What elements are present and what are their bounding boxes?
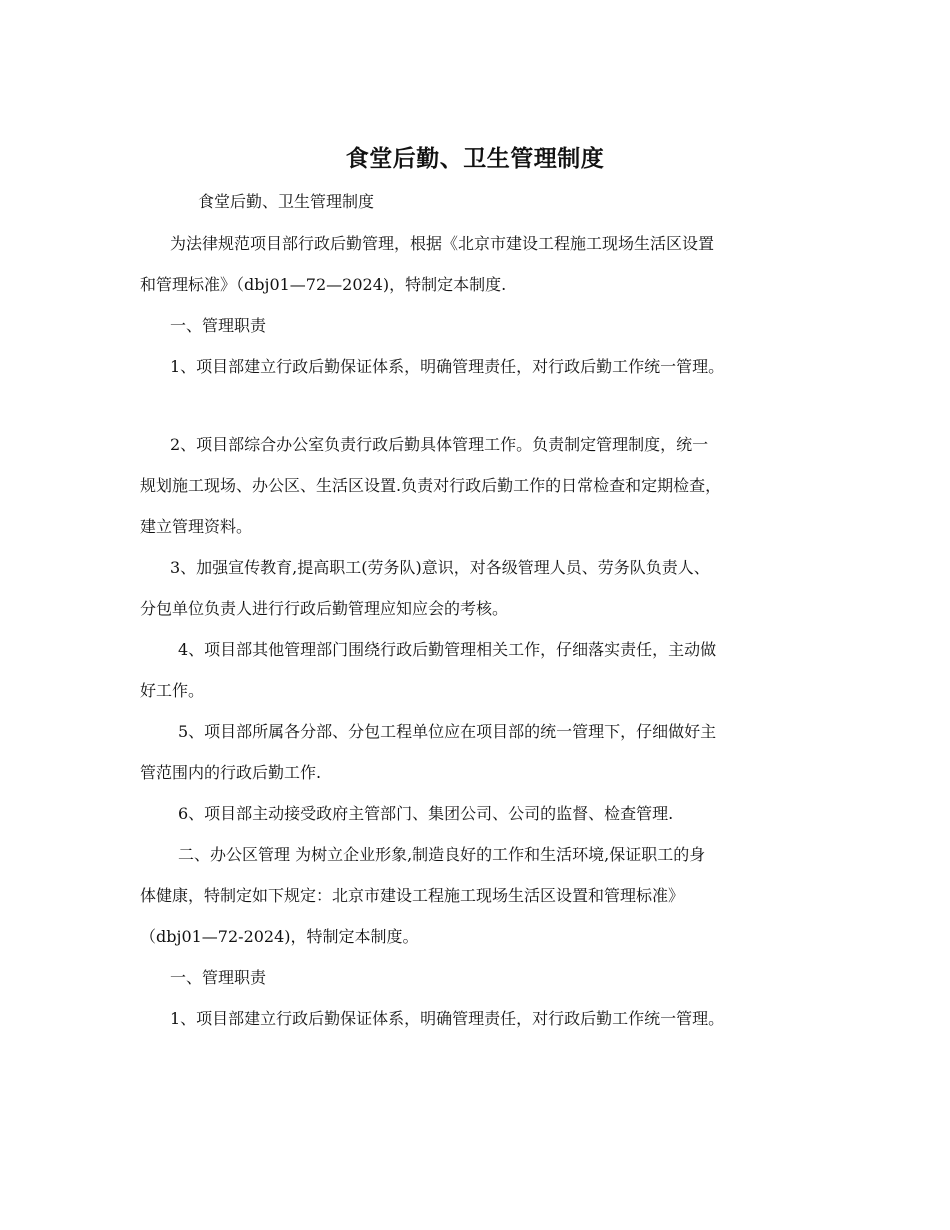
office-section-line-1: 二、办公区管理 为树立企业形象,制造良好的工作和生活环境,保证职工的身 — [178, 845, 706, 864]
item-2-line-2: 规划施工现场、办公区、生活区设置.负责对行政后勤工作的日常检查和定期检查， — [140, 476, 722, 495]
item-1-line-1: 1、项目部建立行政后勤保证体系，明确管理责任，对行政后勤工作统一管理。 — [170, 357, 725, 376]
item-2-line-3: 建立管理资料。 — [140, 517, 253, 536]
item-6-line-1: 6、项目部主动接受政府主管部门、集团公司、公司的监督、检查管理. — [178, 804, 674, 823]
subtitle-line: 食堂后勤、卫生管理制度 — [198, 192, 375, 211]
item-5-line-1: 5、项目部所属各分部、分包工程单位应在项目部的统一管理下，仔细做好主 — [178, 722, 717, 741]
item-4-line-2: 好工作。 — [140, 681, 205, 700]
office-section-line-2: 体健康，特制定如下规定：北京市建设工程施工现场生活区设置和管理标准》 — [140, 886, 685, 905]
item-5-line-2: 管范围内的行政后勤工作. — [140, 763, 322, 782]
item-3-line-1: 3、加强宣传教育,提高职工(劳务队)意识，对各级管理人员、劳务队负责人、 — [170, 558, 710, 577]
intro-line-1: 为法律规范项目部行政后勤管理，根据《北京市建设工程施工现场生活区设置 — [170, 234, 715, 253]
intro-line-2: 和管理标准》（dbj01—72—2024)，特制定本制度. — [140, 275, 507, 294]
section-heading-duties: 一、管理职责 — [170, 316, 267, 335]
office-section-line-3: （dbj01—72-2024)，特制定本制度。 — [140, 927, 419, 946]
item-1-line-1-repeat: 1、项目部建立行政后勤保证体系，明确管理责任，对行政后勤工作统一管理。 — [170, 1009, 725, 1028]
item-2-line-1: 2、项目部综合办公室负责行政后勤具体管理工作。负责制定管理制度，统一 — [170, 435, 709, 454]
section-heading-duties-2: 一、管理职责 — [170, 968, 267, 987]
item-4-line-1: 4、项目部其他管理部门围绕行政后勤管理相关工作，仔细落实责任，主动做 — [178, 640, 717, 659]
document-title: 食堂后勤、卫生管理制度 — [345, 145, 605, 172]
item-3-line-2: 分包单位负责人进行行政后勤管理应知应会的考核。 — [140, 599, 509, 618]
